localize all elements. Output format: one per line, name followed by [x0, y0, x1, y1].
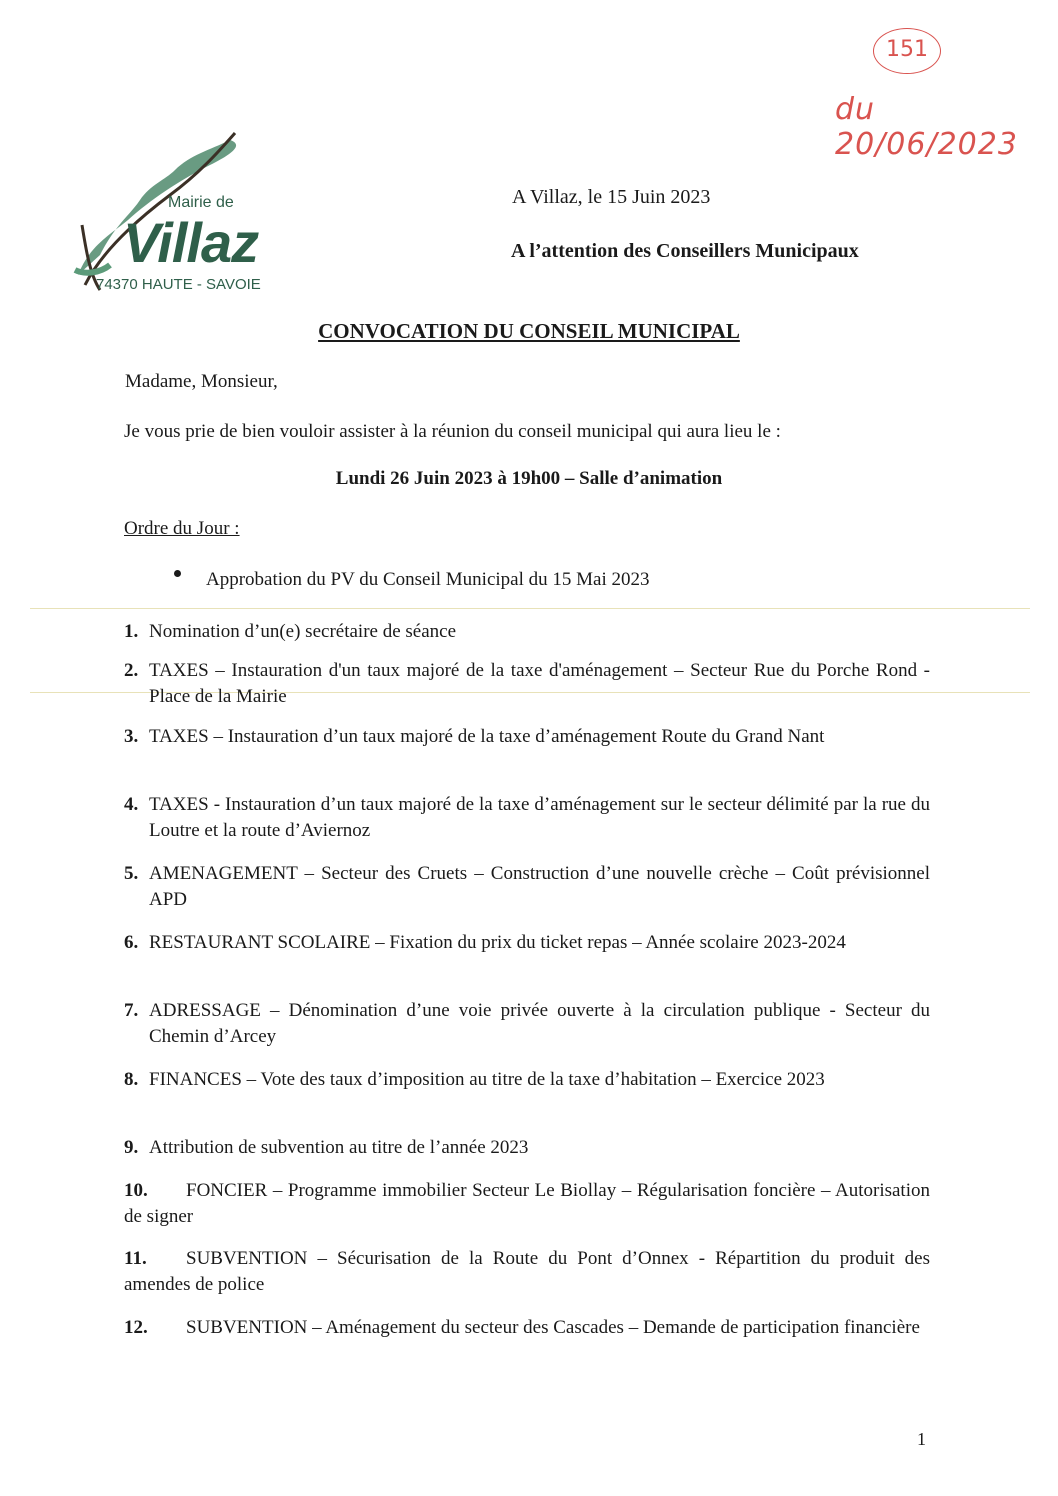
agenda-item-number: 10.: [124, 1180, 148, 1201]
agenda-item-number: 12.: [124, 1317, 148, 1338]
agenda-item-number: 1.: [124, 621, 139, 642]
logo-text-villaz: Villaz: [123, 211, 259, 274]
greeting: Madame, Monsieur,: [125, 371, 278, 392]
handwritten-number: 151: [873, 28, 941, 74]
agenda-item-number: 9.: [124, 1137, 139, 1158]
agenda-item-text: FONCIER – Programme immobilier Secteur Le Biollay – Régularisation foncière – Autorisation de signer: [124, 1180, 930, 1227]
agenda-item-text: TAXES – Instauration d'un taux majoré de la taxe d'aménagement – Secteur Rue du Porche Rond - Place de la Mairie: [149, 660, 930, 707]
agenda-item-number: 11.: [124, 1248, 147, 1269]
agenda-item-text: ADRESSAGE – Dénomination d’une voie privée ouverte à la circulation publique - Secteur du Chemin d’Arcey: [149, 1000, 930, 1047]
bullet-icon: [174, 570, 181, 577]
agenda-item: [124, 1135, 930, 1161]
page-number: 1: [917, 1429, 926, 1449]
recipient-line: A l’attention des Conseillers Municipaux: [511, 240, 859, 262]
scan-artifact-line: [30, 608, 1030, 609]
document-title: CONVOCATION DU CONSEIL MUNICIPAL: [318, 319, 740, 343]
agenda-item-number: 8.: [124, 1069, 139, 1090]
agenda-item-number: 2.: [124, 660, 139, 681]
agenda-item: [124, 658, 930, 710]
agenda-item: [124, 724, 930, 750]
agenda-item-text: SUBVENTION – Sécurisation de la Route du Pont d’Onnex - Répartition du produit des amendes de police: [124, 1248, 930, 1295]
agenda-item-text: SUBVENTION – Aménagement du secteur des Cascades – Demande de participation financière: [186, 1317, 920, 1338]
agenda-item-text: AMENAGEMENT – Secteur des Cruets – Construction d’une nouvelle crèche – Coût prévisionnel APD: [149, 863, 930, 910]
agenda-item-text: FINANCES – Vote des taux d’imposition au titre de la taxe d’habitation – Exercice 2023: [149, 1069, 825, 1090]
logo-text-department: 74370 HAUTE - SAVOIE: [96, 276, 261, 293]
agenda-item: [124, 1067, 930, 1093]
agenda-item: [124, 930, 930, 956]
agenda-item-text: Nomination d’un(e) secrétaire de séance: [149, 621, 457, 642]
meeting-details: Lundi 26 Juin 2023 à 19h00 – Salle d’animation: [335, 468, 723, 489]
agenda-item: [124, 619, 930, 645]
agenda-item-text: TAXES - Instauration d’un taux majoré de la taxe d’aménagement sur le secteur délimité par la rue du Loutre et la route d’Aviernoz: [149, 794, 930, 841]
agenda-item: [124, 861, 930, 913]
agenda-item-text: TAXES – Instauration d’un taux majoré de la taxe d’aménagement Route du Grand Nant: [149, 726, 825, 747]
agenda-item: [124, 792, 930, 844]
place-and-date: A Villaz, le 15 Juin 2023: [512, 186, 711, 208]
agenda-item-number: 5.: [124, 863, 139, 884]
agenda-bullet-item: Approbation du PV du Conseil Municipal du 15 Mai 2023: [206, 569, 650, 590]
agenda-heading: Ordre du Jour :: [124, 518, 240, 539]
agenda-item: [124, 1246, 930, 1298]
agenda-item-number: 7.: [124, 1000, 139, 1021]
agenda-item: [124, 1315, 930, 1341]
agenda-item-text: Attribution de subvention au titre de l’année 2023: [149, 1137, 529, 1158]
intro-paragraph: Je vous prie de bien vouloir assister à la réunion du conseil municipal qui aura lieu le :: [124, 421, 781, 442]
agenda-item-number: 4.: [124, 794, 139, 815]
agenda-item: [124, 998, 930, 1050]
agenda-item-text: RESTAURANT SCOLAIRE – Fixation du prix du ticket repas – Année scolaire 2023-2024: [149, 932, 846, 953]
agenda-item-number: 3.: [124, 726, 139, 747]
agenda-item: [124, 1178, 930, 1230]
agenda-item-number: 6.: [124, 932, 139, 953]
handwritten-date: du 20/06/2023: [835, 92, 1018, 162]
logo-text-mairie: Mairie de: [168, 194, 234, 211]
